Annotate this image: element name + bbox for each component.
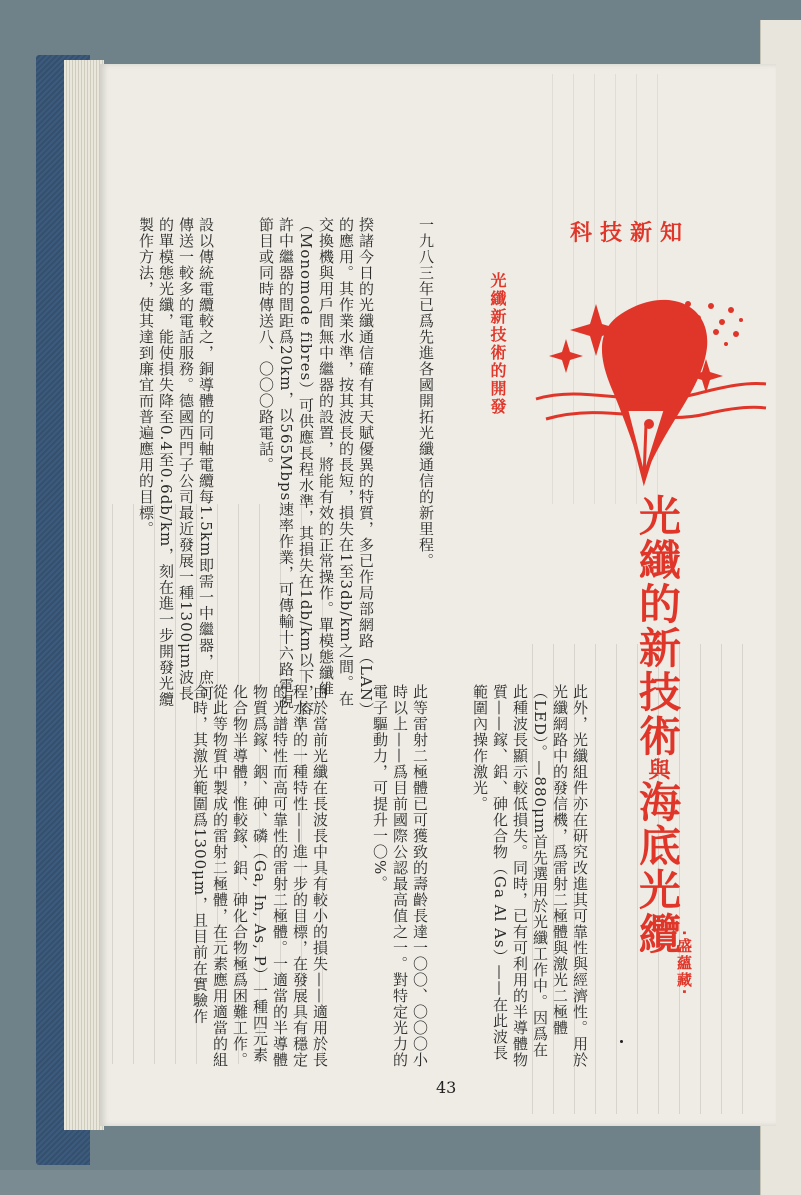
- article-body-lower: [191, 684, 630, 1074]
- title-part-1: 光纖的新技術: [633, 494, 682, 758]
- paragraph: 此等雷射二極體已可獲致的壽齡長達一〇〇、〇〇〇小時以上——爲目前國際公認最高值之一。對特定光力的電子驅動力，可提升一〇%。: [371, 684, 429, 1068]
- paragraph: 此外，光纖組件亦在研究改進其可靠性與經濟性。用於光纖網路中的發信機，爲雷射二極體與激光二極體（LED）。—880μm首先選用於光纖工作中。因爲在此種波長顯示較低損失。同時，已有可利用的半導體物質——鎵、鋁、砷化合物（Ga Al As）——在此波長範圍內操作激光。: [471, 684, 589, 1068]
- article-subtitle: 光纖新技術的開發: [488, 272, 507, 416]
- article-body-upper: [137, 217, 476, 717]
- author-byline: ·盛蘊藏·: [675, 930, 693, 997]
- stray-mark: [620, 1040, 623, 1043]
- paragraph: 一九八三年已爲先進各國開拓光纖通信的新里程。: [417, 217, 435, 569]
- paragraph: 由於當前光纖在長波長中具有較小的損失——適用於長程水準的一種特性——進一步的目標，在發展具有穩定的光譜特性而高可靠性的雷射二極體。一適當的半導體物質爲鎵、銦、砷、磷（Ga, In, As, P）一種四元素化合物半導體，惟較鎵、鋁、砷化合物極爲困難工作。從此等物質中製成的雷射二極體，在元素應用適當的組合時，其激光範圍爲1300μm，且目前在實驗作: [191, 684, 329, 1068]
- paragraph: 揆諸今日的光纖通信確有其天賦優異的特質，多已作局部網路（LAN）的應用。其作業水準，按其波長的長短，損失在1至3db/km之間。在交換機與用戶間無中繼器的設置，將能有效的正常操作。單模態纖維（Monomode fibres）可供應長程水準，其損失在1db/km以下，容許中繼器的間距爲20km，以565Mbps速率作業，可傳輸十六路電視節目或同時傳送八、〇〇〇路電話。: [257, 217, 375, 717]
- paragraph: 設以傳統電纜較之，銅導體的同軸電纜每1.5km即需一中繼器，庶可傳送一較多的電話服務。德國西門子公司最近發展一種1300μm波長的單模態光纖，能使損失降至0.4至0.6db/km，刻在進一步開發光纜製作方法，使其達到廉宜而普遍應用的目標。: [137, 217, 215, 708]
- pen-nib-icon: [526, 234, 766, 484]
- title-connector: 與: [645, 758, 670, 780]
- section-tag: 科技新知: [570, 221, 691, 246]
- article-title: [632, 494, 682, 956]
- table-surface: [0, 1170, 800, 1195]
- book-page: [100, 64, 776, 1126]
- title-part-2: 海底光纜: [633, 780, 682, 956]
- page-number: 43: [436, 1078, 457, 1097]
